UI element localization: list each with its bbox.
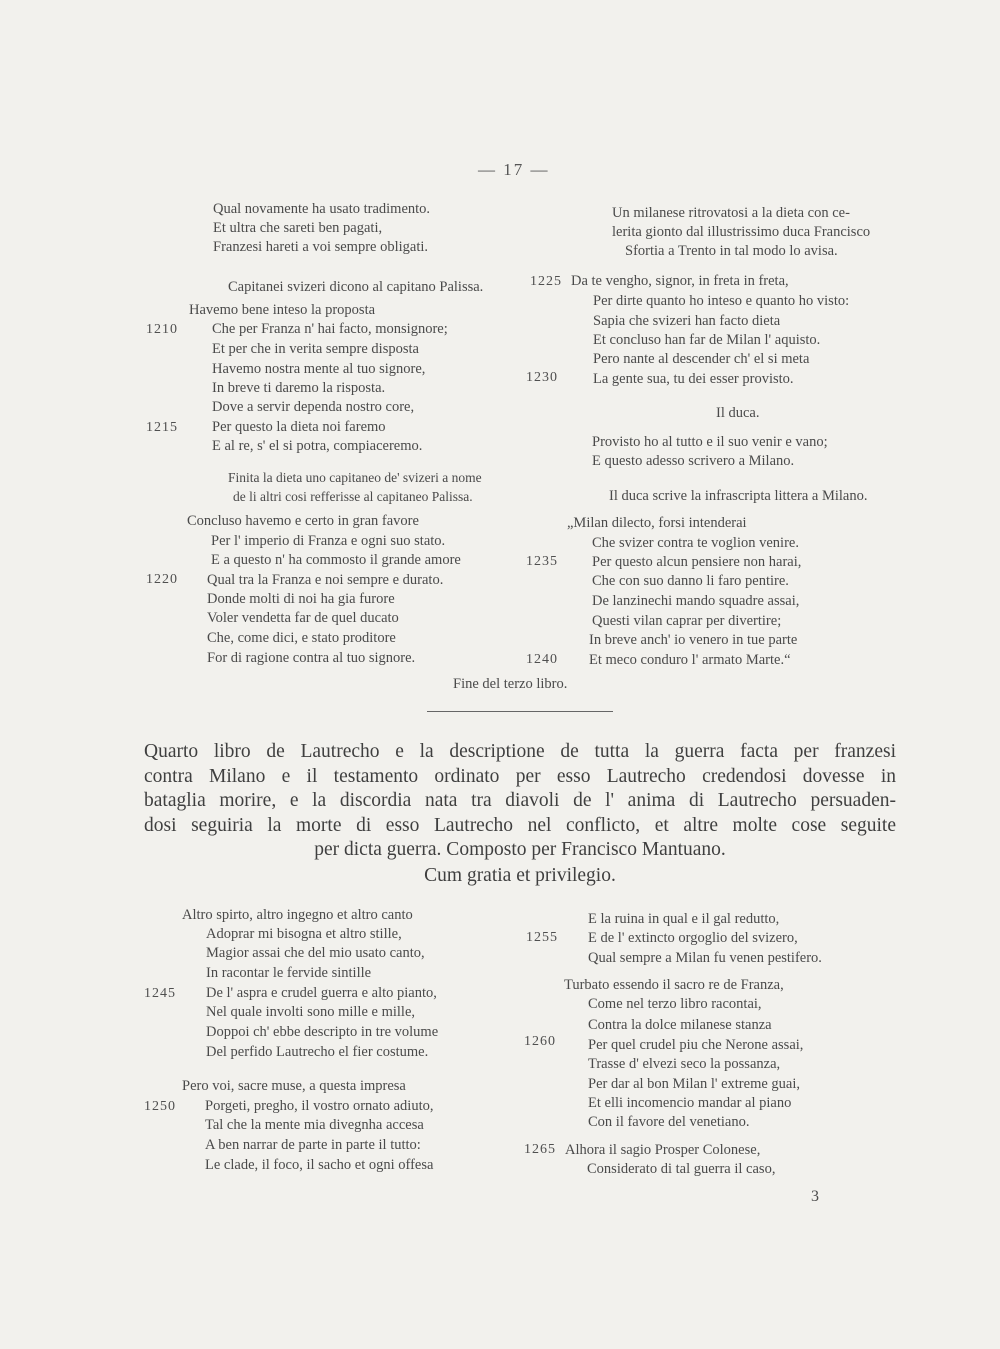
intro-line: Un milanese ritrovatosi a la dieta con ce- [612,205,850,221]
verse-line: For di ragione contra al tuo signore. [207,650,416,666]
verse-line: Qual sempre a Milan fu venen pestifero. [588,950,822,966]
verse-line: Tal che la mente mia divegnha accesa [205,1117,424,1133]
verse-line: Che svizer contra te voglion venire. [592,535,799,551]
verse-line: Le clade, il foco, il sacho et ogni offesa [205,1157,434,1173]
line-number: 1215 [146,420,178,435]
signature-mark: 3 [811,1188,819,1205]
verse-line: Che per Franza n' hai facto, monsignore; [212,321,448,337]
verse-line: Et concluso han far de Milan l' aquisto. [593,332,821,348]
verse-line: E questo adesso scrivero a Milano. [592,453,795,469]
title-line: contra Milano e il testamento ordinato per esso Lautrecho credendosi dovesse in [144,765,896,787]
section-heading: Il duca. [716,405,760,421]
line-number: 1255 [526,930,558,945]
book-end-note: Fine del terzo libro. [453,676,568,692]
verse-line: Voler vendetta far de quel ducato [207,610,399,626]
verse-line: Pero nante al descender ch' el si meta [593,351,810,367]
verse-line: Qual novamente ha usato tradimento. [213,201,431,217]
verse-line: La gente sua, tu dei esser provisto. [593,371,794,387]
verse-line: Magior assai che del mio usato canto, [206,945,425,961]
verse-line: Per dar al bon Milan l' extreme guai, [588,1076,800,1092]
intro-line: Sfortia a Trento in tal modo lo avisa. [625,243,838,259]
verse-line: Nel quale involti sono mille e mille, [206,1004,416,1020]
verse-line: De l' aspra e crudel guerra e alto pianto, [206,985,437,1001]
divider-rule [427,711,613,712]
verse-line: De lanzinechi mando squadre assai, [592,593,800,609]
verse-line: A ben narrar de parte in parte il tutto: [205,1137,421,1153]
verse-line: Concluso havemo e certo in gran favore [187,513,419,529]
title-line: Quarto libro de Lautrecho e la descriptione de tutta la guerra facta per franzesi [144,741,896,762]
verse-line: Da te vengho, signor, in freta in freta, [571,273,789,289]
verse-line: Alhora il sagio Prosper Colonese, [565,1142,761,1158]
verse-line: In breve ti daremo la risposta. [212,380,386,396]
verse-line: In racontar le fervide sintille [206,965,372,981]
line-number: 1265 [524,1142,556,1157]
verse-line: Questi vilan caprar per divertire; [592,613,782,629]
verse-line: Donde molti di noi ha gia furore [207,591,395,607]
verse-line: Porgeti, pregho, il vostro ornato adiuto, [205,1098,434,1114]
line-number: 1225 [530,274,562,289]
verse-line: Havemo bene inteso la proposta [189,302,376,318]
verse-line: Del perfido Lautrecho el fier costume. [206,1044,429,1060]
line-number: 1260 [524,1034,556,1049]
line-number: 1235 [526,554,558,569]
line-number: 1210 [146,322,178,337]
verse-line: Per l' imperio di Franza e ogni suo stato. [211,533,446,549]
verse-line: In breve anch' io venero in tue parte [589,632,798,648]
verse-line: Per questo la dieta noi faremo [212,419,386,435]
privilege-note: Cum gratia et privilegio. [424,864,616,886]
section-heading: Capitanei svizeri dicono al capitano Palissa. [228,279,484,295]
verse-line: E de l' extincto orgoglio del svizero, [588,930,798,946]
title-line: dosi seguiria la morte di esso Lautrecho nel conflicto, et altre molte cose seguite [144,814,896,836]
verse-line: Come nel terzo libro racontai, [588,996,762,1012]
line-number: 1230 [526,370,558,385]
verse-line: Per questo alcun pensiere non harai, [592,554,802,570]
verse-line: Havemo nostra mente al tuo signore, [212,361,426,377]
verse-line: Considerato di tal guerra il caso, [587,1161,776,1177]
line-number: 1245 [144,986,176,1001]
verse-line: Per quel crudel piu che Nerone assai, [588,1037,804,1053]
verse-line: Provisto ho al tutto e il suo venir e vano; [592,434,828,450]
section-heading: de li altri cosi refferisse al capitaneo Palissa. [233,489,473,504]
intro-line: lerita gionto dal illustrissimo duca Francisco [612,224,871,240]
title-line: bataglia morire, e la discordia nata tra diavoli de l' anima di Lautrecho persuaden- [144,790,896,811]
verse-line: Che con suo danno li faro pentire. [592,573,789,589]
book-title [144,740,896,888]
line-number: 1220 [146,572,178,587]
verse-line: Contra la dolce milanese stanza [588,1017,772,1033]
verse-line: Con il favore del venetiano. [588,1114,750,1130]
verse-line: Et ultra che sareti ben pagati, [213,220,383,236]
page-number-header: — 17 — [478,160,550,179]
verse-line: Che, come dici, e stato proditore [207,630,396,646]
section-heading: Finita la dieta uno capitaneo de' svizeri a nome [228,470,482,485]
verse-line: Et meco conduro l' armato Marte.“ [589,652,791,668]
verse-line: Adoprar mi bisogna et altro stille, [206,926,402,942]
line-number: 1250 [144,1099,176,1114]
verse-line: E a questo n' ha commosto il grande amore [211,552,461,568]
verse-line: Sapia che svizeri han facto dieta [593,313,781,329]
verse-line: Dove a servir dependa nostro core, [212,399,415,415]
verse-line: Et per che in verita sempre disposta [212,341,419,357]
verse-line: E la ruina in qual e il gal redutto, [588,911,780,927]
verse-line: Et elli incomencio mandar al piano [588,1095,792,1111]
verse-line: „Milan dilecto, forsi intenderai [567,515,747,531]
line-number: 1240 [526,652,558,667]
section-heading: Il duca scrive la infrascripta littera a Milano. [609,488,868,504]
verse-line: E al re, s' el si potra, compiaceremo. [212,438,423,454]
verse-line: Turbato essendo il sacro re de Franza, [564,977,784,993]
verse-line: Doppoi ch' ebbe descripto in tre volume [206,1024,439,1040]
verse-line: Altro spirto, altro ingegno et altro canto [182,907,413,923]
verse-line: Qual tra la Franza e noi sempre e durato. [207,572,444,588]
verse-line: Pero voi, sacre muse, a questa impresa [182,1078,406,1094]
verse-line: Franzesi hareti a voi sempre obligati. [213,239,429,255]
verse-line: Trasse d' elvezi seco la possanza, [588,1056,781,1072]
title-line: per dicta guerra. Composto per Francisco Mantuano. [314,839,726,860]
verse-line: Per dirte quanto ho inteso e quanto ho visto: [593,293,850,309]
